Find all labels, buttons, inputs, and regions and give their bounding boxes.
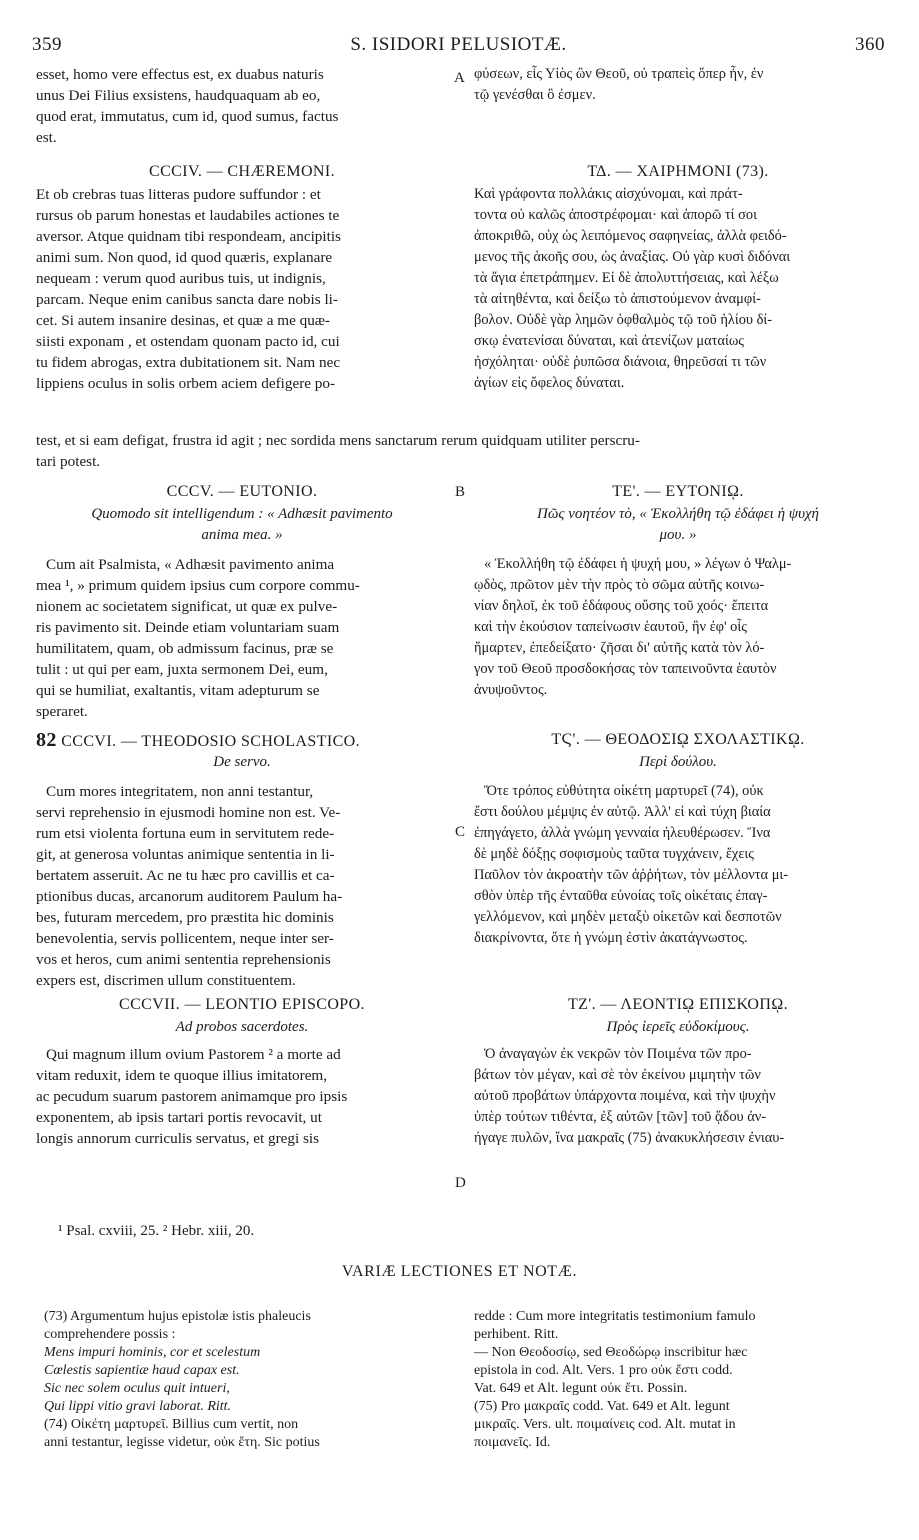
margin-letter-d: D: [455, 1175, 466, 1191]
latin-line: tari potest.: [36, 453, 101, 470]
latin-line: ac pecudum suarum pastorem animamque pro ipsis: [36, 1088, 348, 1105]
greek-line: Παῦλον τὸν ἀκροατὴν τῶν ἀῤῥήτων, τὸν μέλλοντα μι-: [474, 867, 789, 883]
latin-line: animi sum. Non quod, id quod quæris, explanare: [36, 249, 333, 266]
greek-line: τὰ ἅγια ἐπετράπημεν. Εἰ δὲ ἀπολυττήσειας, καὶ λέξω: [474, 270, 779, 286]
latin-line: lippiens oculus in solis orbem aciem defigere po-: [36, 375, 336, 392]
letter-307-latin-title: CCCVII. — LEONTIO EPISCOPO.: [119, 996, 365, 1013]
greek-line: τῷ γενέσθαι ὃ ἐσμεν.: [474, 87, 596, 103]
greek-line: δὲ μηδὲ δόξῃς σοφισμοὺς ταῦτα τυγχάνειν, ἔχεις: [474, 846, 754, 862]
note-verse-line: Sic nec solem oculus quit intueri,: [44, 1381, 230, 1396]
greek-line: ἁγίων εἰς ὄφελος δύναται.: [474, 375, 625, 391]
greek-line: Ὁ ἀναγαγὼν ἐκ νεκρῶν τὸν Ποιμένα τῶν προ-: [484, 1046, 752, 1062]
running-header: [32, 34, 885, 60]
latin-line: git, at generosa voluntas animique sententia in li-: [36, 846, 335, 863]
variae-lectiones-heading: VARIÆ LECTIONES ET NOTÆ.: [341, 1263, 578, 1280]
note-line: epistola in cod. Alt. Vers. 1 pro οὐκ ἔστι codd.: [474, 1363, 733, 1378]
latin-line: ptionibus ducas, arcanorum auditorem Paulum ha-: [36, 888, 343, 905]
greek-line: ἔστι δούλου μέμψις ἐν αὐτῷ. Ἀλλ' εἰ καὶ τύχη βιαία: [474, 804, 771, 820]
note-line: comprehendere possis :: [44, 1327, 176, 1342]
latin-line: aversor. Atque quidnam tibi respondeam, ancipitis: [36, 228, 341, 245]
latin-line: esset, homo vere effectus est, ex duabus naturis: [36, 66, 324, 83]
greek-line: ἥμαρτεν, ἐπεδείξατο· ζῆσαι δι' αὐτῆς κατὰ τὸν λό-: [474, 640, 765, 656]
note-line: μικραῖς. Vers. ult. ποιμαίνεις cod. Alt. mutat in: [474, 1417, 736, 1432]
greek-line: καὶ τὴν ἑκούσιον ταπείνωσιν ἑαυτοῦ, ἣν ἐφ' οἷς: [474, 619, 747, 635]
note-line: anni testantur, legisse videtur, οὐκ ἔτη. Sic potius: [44, 1435, 320, 1450]
letter-306-greek-title: ΤϚ'. — ΘΕΟΔΟΣΙῼ ΣΧΟΛΑΣΤΙΚῼ.: [551, 731, 805, 748]
greek-line: βολον. Οὐδὲ γὰρ λημῶν ὀφθαλμὸς τῷ τοῦ ἡλίου δί-: [474, 312, 773, 328]
greek-line: ἐπηγάγετο, ἀλλὰ γνώμη γενναία ἠλευθέρωσεν. Ἵνα: [474, 825, 771, 841]
greek-line: γον τοῦ Θεοῦ προσδοκήσας τὸν ταπεινοῦντα ἑαυτὸν: [474, 661, 777, 677]
latin-line: est.: [36, 129, 57, 146]
greek-line: αὐτοῦ προβάτων ὑπάρχοντα ποιμένα, καὶ τὴν ψυχὴν: [474, 1088, 776, 1104]
letter-305-latin-subtitle: anima mea. »: [201, 527, 283, 543]
notes-right-column: [474, 1308, 882, 1452]
letter-305-greek-title: ΤΕ'. — ΕΥΤΟΝΙῼ.: [612, 483, 744, 500]
latin-line: humilitatem, quam, ob admissum facinus, præ se: [36, 640, 334, 657]
greek-line: φύσεων, εἷς Υἱὸς ὢν Θεοῦ, οὐ τραπεὶς ὅπερ ἦν, ἐν: [474, 66, 764, 82]
scripture-footnote: ¹ Psal. cxviii, 25. ² Hebr. xiii, 20.: [58, 1223, 255, 1239]
letter-304-greek-title: ΤΔ. — ΧΑΙΡΗΜΟΝΙ (73).: [587, 163, 769, 180]
letter-306-greek-subtitle: Περὶ δούλου.: [639, 754, 717, 770]
note-verse-line: Mens impuri hominis, cor et scelestum: [44, 1345, 261, 1360]
note-line: ποιμανεῖς. Id.: [474, 1435, 551, 1450]
latin-line: mea ¹, » primum quidem ipsius cum corpore commu-: [36, 577, 360, 594]
latin-line: nionem ac societatem significat, ut quæ ex pulve-: [36, 598, 338, 615]
letter-305-latin-title: CCCV. — EUTONIO.: [166, 483, 318, 500]
greek-line: σθὸν ὑπὲρ τῆς ἐνταῦθα εὐνοίας τοῖς οἰκέταις ἐπαγ-: [474, 888, 768, 904]
latin-line: bes, futuram mercedem, pro præstita hic dominis: [36, 909, 334, 926]
note-line: (73) Argumentum hujus epistolæ istis phaleucis: [44, 1309, 311, 1324]
greek-line: ῳδὸς, πρῶτον μὲν τὴν πρὸς τὸ σῶμα αὐτῆς κοινω-: [474, 577, 765, 593]
note-line: Vat. 649 et Alt. legunt οὐκ ἔτι. Possin.: [474, 1381, 688, 1396]
latin-line: rursus ob parum honestas et laudabiles actiones te: [36, 207, 340, 224]
latin-column-upper: [36, 64, 448, 394]
latin-line: parcam. Neque enim canibus sancta dare nobis li-: [36, 291, 338, 308]
greek-line: ἠσχόληται· οὐδὲ ῥυπῶσα διάνοια, θηρεῦσαί τι τῶν: [474, 354, 767, 370]
latin-line: vitam reduxit, idem te quoque illius imitatorem,: [36, 1067, 328, 1084]
letter-305-greek-subtitle: μου. »: [659, 527, 697, 543]
running-title: S. ISIDORI PELUSIOTÆ.: [350, 34, 567, 55]
latin-line: speraret.: [36, 703, 88, 720]
letter-307-greek-subtitle: Πρὸς ἱερεῖς εὐδοκίμους.: [606, 1019, 750, 1035]
column-number: 82: [36, 729, 57, 751]
latin-line: cet. Si autem insanire desinas, et quæ a me quæ-: [36, 312, 330, 329]
letter-306-latin-subtitle: De servo.: [213, 754, 271, 770]
greek-line: σκῳ ἐνατενίσαι δύναται, καὶ ἀτενίζων ματαίως: [474, 333, 744, 349]
note-line: — Non Θεοδοσίῳ, sed Θεοδώρῳ inscribitur hæc: [474, 1345, 748, 1360]
latin-column-lower: [36, 451, 448, 1149]
latin-line: bertatem asseruit. Ac ne tu hæc pro cavillis et ca-: [36, 867, 335, 884]
latin-line: ris pavimento sit. Deinde etiam voluntariam suam: [36, 619, 340, 636]
greek-line: ἀνυψοῦντος.: [474, 682, 548, 698]
latin-line: rum etsi violenta fortuna eum in servitutem rede-: [36, 825, 335, 842]
note-verse-line: Cœlestis sapientiæ haud capax est.: [44, 1363, 240, 1378]
latin-line: exponentem, ab ipsis tartari portis revocavit, ut: [36, 1109, 322, 1126]
latin-line: longis annorum curriculis servatus, et gregi sis: [36, 1130, 320, 1147]
letter-304-latin-title: CCCIV. — CHÆREMONI.: [149, 163, 335, 180]
latin-line: expers est, discrimen ullum constituentem.: [36, 972, 296, 989]
notes-left-column: [44, 1308, 452, 1452]
latin-line: quod erat, immutatus, cum id, quod sumus, factus: [36, 108, 339, 125]
greek-line: Καὶ γράφοντα πολλάκις αἰσχύνομαι, καὶ πράτ-: [474, 186, 743, 202]
latin-line: siisti exponam , et ostendam quonam pacto id, cui: [36, 333, 340, 350]
latin-line: vos et heros, cum animi sententia reprehensionis: [36, 951, 331, 968]
greek-line: ήγαγε πυλῶν, ἵνα μακραῖς (75) ἀνακυκλήσεσιν ἐνιαυ-: [474, 1130, 785, 1146]
greek-column-lower: [474, 451, 882, 1149]
greek-line: τοντα οὐ καλῶς ἀποστρέφομαι· καὶ ἀπορῶ τί σοι: [474, 207, 757, 223]
latin-line: Cum ait Psalmista, « Adhæsit pavimento anima: [46, 556, 335, 573]
latin-line: tu fidem abrogas, extra dubitationem sit. Nam nec: [36, 354, 341, 371]
latin-line: unus Dei Filius exsistens, haudquaquam ab eo,: [36, 87, 321, 104]
note-verse-line: Qui lippi vitio gravi laborat. Ritt.: [44, 1399, 232, 1414]
note-line: (74) Οἰκέτη μαρτυρεῖ. Billius cum vertit, non: [44, 1417, 299, 1432]
margin-letter-c: C: [455, 824, 466, 840]
latin-line: qui se humiliat, exaltantis, vitam adepturum se: [36, 682, 320, 699]
greek-line: μενος τῆς ἀκοῆς σου, ὡς ἀναξίας. Οὐ γὰρ κυσὶ διδόναι: [474, 249, 791, 265]
note-line: perhibent. Ritt.: [474, 1327, 559, 1342]
greek-column-upper: [474, 64, 882, 394]
greek-line: « Ἐκολλήθη τῷ ἐδάφει ἡ ψυχή μου, » λέγων ὁ Ψαλμ-: [484, 556, 792, 572]
margin-letter-a: A: [454, 70, 465, 86]
letter-307-greek-title: ΤΖ'. — ΛΕΟΝΤΙῼ ΕΠΙΣΚΟΠῼ.: [567, 996, 789, 1013]
latin-line: Qui magnum illum ovium Pastorem ² a morte ad: [46, 1046, 341, 1063]
note-line: redde : Cum more integritatis testimonium famulo: [474, 1309, 756, 1324]
greek-line: Ὅτε τρόπος εὐθύτητα οἰκέτη μαρτυρεῖ (74), οὐκ: [484, 783, 764, 799]
letter-307-latin-subtitle: Ad probos sacerdotes.: [175, 1019, 309, 1035]
letter-306-latin-title: CCCVI. — THEODOSIO SCHOLASTICO.: [61, 733, 361, 750]
greek-line: νίαν δηλοῖ, ἐκ τοῦ ἐδάφους οὔσης τοῦ χοός· ἔπειτα: [474, 598, 769, 614]
latin-line: tulit : ut qui per eam, juxta sermonem Dei, eum,: [36, 661, 328, 678]
note-line: (75) Pro μακραῖς codd. Vat. 649 et Alt. legunt: [474, 1399, 730, 1414]
greek-line: τὰ αἰτηθέντα, καὶ δείξω τὸ ἀπιστούμενον ἀναμφί-: [474, 291, 761, 307]
letter-305-latin-subtitle: Quomodo sit intelligendum : « Adhæsit pavimento: [91, 506, 393, 522]
letter-306-latin-title-row: [36, 728, 448, 752]
greek-line: ὑπὲρ τούτων τιθέντα, ἐξ αὐτῶν [τῶν] τοῦ ᾅδου ἀν-: [474, 1109, 767, 1125]
greek-line: γελλόμενον, καὶ μηδὲν μεταξὺ οἰκετῶν καὶ δεσποτῶν: [474, 909, 782, 925]
greek-line: διακρίνοντα, ὅτε ἡ γνώμη ἐστὶν ἀκατάγνωστος.: [474, 930, 748, 946]
page-number-left: 359: [32, 34, 62, 55]
latin-line: servi reprehensio in ejusmodi homine non est. Ve-: [36, 804, 341, 821]
latin-line: benevolentia, servis pollicentem, neque inter ser-: [36, 930, 334, 947]
margin-letter-b: B: [455, 484, 466, 500]
latin-full-width-line: test, et si eam defigat, frustra id agit ; nec sordida mens sanctarum rerum quidquam utiliter perscru-: [36, 432, 640, 449]
latin-line: nequeam : verum quod auribus tuis, ut indignis,: [36, 270, 326, 287]
latin-line: Et ob crebras tuas litteras pudore suffundor : et: [36, 186, 321, 203]
greek-line: βάτων τὸν μέγαν, καὶ σὲ τὸν ἐκείνου μιμητὴν τῶν: [474, 1067, 761, 1083]
greek-line: ἀποκριθῶ, οὐχ ὡς λειπόμενος σαφηνείας, ἀλλὰ φειδό-: [474, 228, 787, 244]
latin-line: Cum mores integritatem, non anni testantur,: [46, 783, 314, 800]
page-number-right: 360: [855, 34, 885, 55]
letter-305-greek-subtitle: Πῶς νοητέον τὸ, « Ἐκολλήθη τῷ ἐδάφει ἡ ψυχή: [536, 506, 819, 522]
